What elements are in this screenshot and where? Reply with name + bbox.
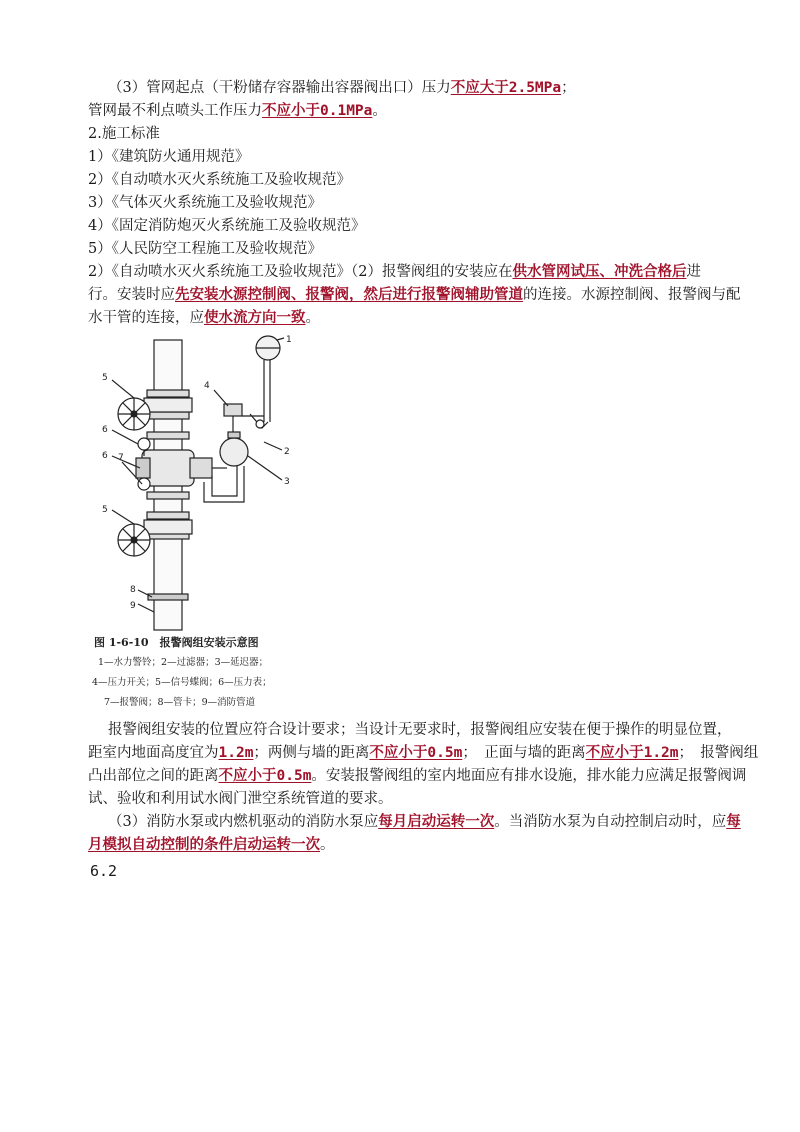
highlight-text: 月模拟自动控制的条件启动运转一次 [88, 836, 320, 853]
figure-legend-line: 1—水力警铃；2—过滤器；3—延迟器； [98, 657, 269, 668]
standard-item: 4）《固定消防炮灭火系统施工及验收规范》 [88, 218, 366, 234]
figure-label: 6 [102, 451, 108, 461]
text: 的连接。水源控制阀、报警阀与配 [523, 287, 741, 303]
figure-label: 8 [130, 585, 136, 595]
paragraph-pressure-end [88, 101, 387, 121]
figure-label: 2 [284, 447, 290, 457]
text: 水干管的连接，应 [88, 310, 204, 326]
highlight-text: 1.2m [218, 745, 254, 761]
highlight-text: 不应小于0.5m [369, 745, 463, 761]
text: ； 正面与墙的距离 [462, 745, 586, 761]
heading-standards: 2.施工标准 [88, 126, 160, 142]
alarm-valve-diagram [92, 332, 302, 708]
standard-item: 1）《建筑防火通用规范》 [88, 149, 250, 165]
paragraph-install-position-line2 [88, 743, 758, 763]
text: 行。安装时应 [88, 287, 175, 303]
text: 进 [686, 264, 701, 280]
paragraph-alarm-valve-line3 [88, 308, 320, 328]
text: 管网最不利点喷头工作压力 [88, 103, 262, 119]
text: 。 [320, 837, 335, 853]
highlight-text: 使水流方向一致 [204, 309, 306, 326]
text: 凸出部位之间的距离 [88, 768, 219, 784]
figure-label: 1 [286, 335, 292, 345]
text: 。 [372, 103, 387, 119]
figure-label: 6 [102, 425, 108, 435]
text: 2）《自动喷水灭火系统施工及验收规范》（2）报警阀组的安装应在 [88, 264, 513, 280]
paragraph-install-position-line4: 试、验收和利用试水阀门泄空系统管道的要求。 [88, 791, 393, 807]
text: 。 [305, 310, 320, 326]
figure-label: 5 [102, 373, 108, 383]
standard-item: 3）《气体灭火系统施工及验收规范》 [88, 195, 322, 211]
figure-label: 5 [102, 505, 108, 515]
highlight-text: 每 [726, 813, 741, 830]
figure-caption-title: 图 1-6-10 报警阀组安装示意图 [94, 636, 259, 649]
text: 。安装报警阀组的室内地面应有排水设施，排水能力应满足报警阀调 [311, 768, 747, 784]
standard-item: 5）《人民防空工程施工及验收规范》 [88, 241, 322, 257]
highlight-text: 不应小于0.5m [218, 768, 312, 784]
standard-item: 2）《自动喷水灭火系统施工及验收规范》 [88, 172, 351, 188]
text: ； [561, 80, 576, 96]
text: 距室内地面高度宜为 [88, 745, 219, 761]
text: ； 报警阀组 [678, 745, 759, 761]
highlight-text: 供水管网试压、冲洗合格后 [512, 263, 687, 280]
text: （3）消防水泵或内燃机驱动的消防水泵应 [108, 814, 379, 830]
section-number: 6.2 [90, 862, 118, 880]
highlight-text: 不应小于0.1MPa [262, 103, 373, 119]
highlight-text: 先安装水源控制阀、报警阀，然后进行报警阀辅助管道 [175, 286, 523, 303]
highlight-text: 不应小于1.2m [585, 745, 679, 761]
paragraph-install-position-line3 [88, 766, 746, 786]
highlight-text: 不应大于2.5MPa [450, 80, 562, 96]
paragraph-pump-line1 [108, 812, 741, 832]
paragraph-install-position-line1: 报警阀组安装的位置应符合设计要求；当设计无要求时，报警阀组应安装在便于操作的明显位置， [108, 722, 732, 738]
paragraph-pressure-start [108, 78, 576, 98]
text: ；两侧与墙的距离 [253, 745, 370, 761]
alarm-valve-drawing [92, 332, 302, 632]
highlight-text: 每月启动运转一次 [378, 813, 495, 830]
text: 。当消防水泵为自动控制启动时，应 [494, 814, 727, 830]
figure-legend-line: 4—压力开关；5—信号蝶阀；6—压力表； [92, 677, 272, 688]
figure-label: 9 [130, 601, 136, 611]
paragraph-pump-line2 [88, 835, 335, 855]
paragraph-alarm-valve-line1 [88, 262, 701, 282]
figure-label: 3 [284, 477, 290, 487]
figure-label: 4 [204, 381, 210, 391]
figure-legend-line: 7—报警阀；8—管卡；9—消防管道 [104, 697, 256, 708]
text: （3）管网起点（干粉储存容器输出容器阀出口）压力 [108, 80, 451, 96]
paragraph-alarm-valve-line2 [88, 285, 741, 305]
figure-label: 7 [118, 453, 124, 463]
